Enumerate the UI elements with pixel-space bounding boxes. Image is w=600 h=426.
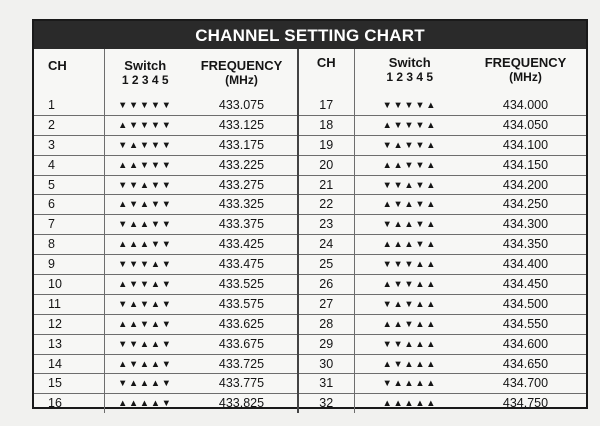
switch-setting: ▼▼▼▲▲ <box>354 255 465 275</box>
channel-number: 2 <box>34 115 104 135</box>
switch-setting: ▲▼▼▼▲ <box>354 115 465 135</box>
channel-number: 29 <box>298 334 354 354</box>
table-row <box>34 394 586 413</box>
chart-title: CHANNEL SETTING CHART <box>34 21 586 49</box>
channel-number: 17 <box>298 96 354 115</box>
frequency-value: 433.425 <box>186 235 298 255</box>
frequency-value: 434.400 <box>465 255 586 275</box>
table-row <box>34 314 586 334</box>
switch-positions-left: 1 2 3 4 5 <box>121 73 169 87</box>
switch-setting: ▼▲▲▼▼ <box>104 215 186 235</box>
frequency-value: 433.375 <box>186 215 298 235</box>
channel-number: 7 <box>34 215 104 235</box>
switch-setting: ▲▲▲▲▼ <box>104 394 186 413</box>
channel-number: 32 <box>298 394 354 413</box>
frequency-value: 434.200 <box>465 175 586 195</box>
switch-setting: ▼▲▼▼▲ <box>354 135 465 155</box>
table-row <box>34 115 586 135</box>
channel-number: 21 <box>298 175 354 195</box>
frequency-value: 433.525 <box>186 275 298 295</box>
table-row <box>34 374 586 394</box>
channel-number: 27 <box>298 294 354 314</box>
switch-setting: ▲▲▼▲▲ <box>354 314 465 334</box>
table-row <box>34 334 586 354</box>
switch-setting: ▼▲▲▼▲ <box>354 215 465 235</box>
channel-number: 18 <box>298 115 354 135</box>
frequency-value: 433.325 <box>186 195 298 215</box>
switch-setting: ▼▼▲▼▲ <box>354 175 465 195</box>
header-ch-left: CH <box>48 58 67 73</box>
switch-positions-right: 1 2 3 4 5 <box>386 70 434 84</box>
frequency-value: 434.250 <box>465 195 586 215</box>
frequency-value: 433.475 <box>186 255 298 275</box>
frequency-value: 434.600 <box>465 334 586 354</box>
frequency-value: 434.000 <box>465 96 586 115</box>
frequency-value: 433.775 <box>186 374 298 394</box>
table-row <box>34 294 586 314</box>
channel-number: 20 <box>298 155 354 175</box>
channel-setting-chart <box>32 19 588 409</box>
channel-number: 30 <box>298 354 354 374</box>
switch-setting: ▲▼▲▼▼ <box>104 195 186 215</box>
switch-setting: ▼▼▲▲▲ <box>354 334 465 354</box>
frequency-value: 433.825 <box>218 396 265 411</box>
table-row <box>34 215 586 235</box>
table-row <box>34 135 586 155</box>
frequency-value: 433.275 <box>186 175 298 195</box>
table-row <box>34 195 586 215</box>
frequency-value: 433.725 <box>186 354 298 374</box>
switch-setting: ▼▼▼▼▼ <box>104 96 186 115</box>
switch-setting: ▲▼▲▼▲ <box>354 195 465 215</box>
channel-number: 13 <box>34 334 104 354</box>
switch-setting: ▼▼▲▼▼ <box>104 175 186 195</box>
channel-number: 28 <box>298 314 354 334</box>
switch-setting: ▼▲▼▲▼ <box>104 294 186 314</box>
table-row <box>34 235 586 255</box>
channel-number: 14 <box>34 354 104 374</box>
channel-table <box>34 49 586 413</box>
switch-setting: ▲▲▲▼▲ <box>354 235 465 255</box>
frequency-value: 433.675 <box>186 334 298 354</box>
table-row <box>34 96 586 115</box>
switch-setting: ▼▼▼▼▲ <box>354 96 465 115</box>
switch-setting: ▲▼▲▲▼ <box>104 354 186 374</box>
table-row <box>34 175 586 195</box>
switch-setting: ▲▼▼▲▲ <box>354 275 465 295</box>
header-switch-left: Switch 1 2 3 4 5 <box>104 49 186 96</box>
header-switch-right: Switch 1 2 3 4 5 <box>354 49 465 96</box>
channel-number: 26 <box>298 275 354 295</box>
channel-number: 11 <box>34 294 104 314</box>
switch-setting: ▲▲▼▼▲ <box>354 155 465 175</box>
frequency-value: 434.550 <box>465 314 586 334</box>
frequency-value: 433.625 <box>186 314 298 334</box>
switch-setting: ▼▲▼▲▲ <box>354 294 465 314</box>
switch-setting: ▲▲▼▲▼ <box>104 314 186 334</box>
frequency-value: 433.175 <box>186 135 298 155</box>
table-row <box>34 255 586 275</box>
channel-number: 23 <box>298 215 354 235</box>
switch-setting: ▲▲▲▲▲ <box>354 394 465 413</box>
table-row <box>34 354 586 374</box>
channel-number: 31 <box>298 374 354 394</box>
switch-setting: ▼▼▼▲▼ <box>104 255 186 275</box>
table-row <box>34 275 586 295</box>
frequency-value: 434.050 <box>465 115 586 135</box>
frequency-value: 434.450 <box>465 275 586 295</box>
channel-number: 16 <box>48 396 62 411</box>
header-frequency-right: FREQUENCY (MHz) <box>484 55 567 84</box>
frequency-value: 434.150 <box>465 155 586 175</box>
channel-number: 4 <box>34 155 104 175</box>
frequency-value: 434.350 <box>465 235 586 255</box>
channel-number: 24 <box>298 235 354 255</box>
frequency-value: 434.300 <box>465 215 586 235</box>
frequency-value: 434.700 <box>465 374 586 394</box>
channel-number: 10 <box>34 275 104 295</box>
scan-speck <box>2 404 14 416</box>
channel-number: 3 <box>34 135 104 155</box>
frequency-value: 433.225 <box>186 155 298 175</box>
channel-number: 15 <box>34 374 104 394</box>
channel-rows <box>34 96 586 413</box>
channel-number: 5 <box>34 175 104 195</box>
header-frequency-left: FREQUENCY (MHz) <box>200 58 283 87</box>
channel-number: 12 <box>34 314 104 334</box>
channel-number: 1 <box>34 96 104 115</box>
channel-number: 19 <box>298 135 354 155</box>
channel-number: 22 <box>298 195 354 215</box>
switch-setting: ▲▲▼▼▼ <box>104 155 186 175</box>
switch-setting: ▼▲▲▲▲ <box>354 374 465 394</box>
switch-setting: ▲▼▲▲▲ <box>354 354 465 374</box>
channel-number: 6 <box>34 195 104 215</box>
channel-number: 25 <box>298 255 354 275</box>
switch-setting: ▼▲▼▼▼ <box>104 135 186 155</box>
frequency-value: 433.125 <box>186 115 298 135</box>
switch-setting: ▼▲▲▲▼ <box>104 374 186 394</box>
frequency-value: 433.075 <box>186 96 298 115</box>
switch-setting: ▲▲▲▼▼ <box>104 235 186 255</box>
table-row <box>34 155 586 175</box>
frequency-value: 434.100 <box>465 135 586 155</box>
frequency-value: 434.650 <box>465 354 586 374</box>
switch-setting: ▲▼▼▲▼ <box>104 275 186 295</box>
frequency-value: 433.575 <box>186 294 298 314</box>
channel-number: 8 <box>34 235 104 255</box>
frequency-value: 434.750 <box>502 396 549 411</box>
channel-number: 9 <box>34 255 104 275</box>
header-ch-right: CH <box>298 49 354 96</box>
switch-setting: ▼▼▲▲▼ <box>104 334 186 354</box>
switch-setting: ▲▼▼▼▼ <box>104 115 186 135</box>
frequency-value: 434.500 <box>465 294 586 314</box>
